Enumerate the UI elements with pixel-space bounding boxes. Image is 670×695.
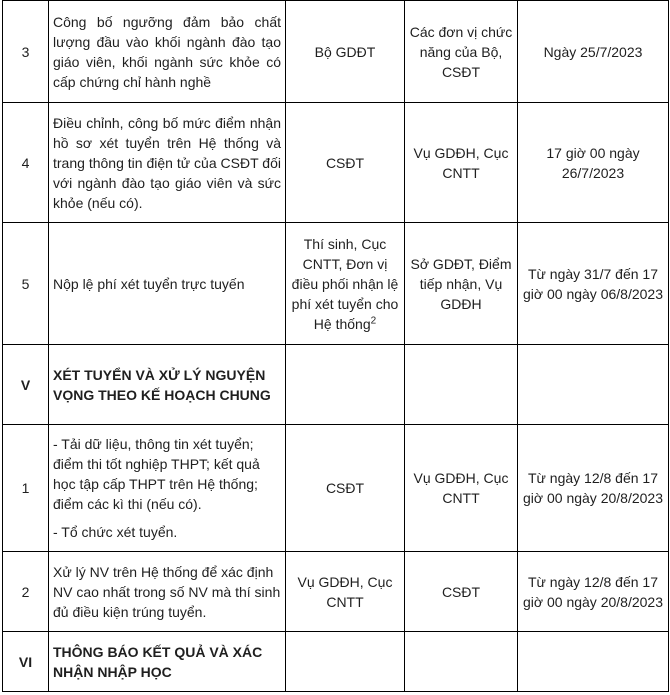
- section-title: XÉT TUYỂN VÀ XỬ LÝ NGUYỆN VỌNG THEO KẾ HOẠCH CHUNG: [49, 345, 286, 425]
- row-number: 1: [3, 425, 49, 552]
- coordinating-unit-cell: CSĐT: [405, 552, 518, 632]
- table-row: [3, 1, 669, 103]
- task-cell: Xử lý NV trên Hệ thống để xác định NV cao nhất trong số NV mà thí sinh đủ điều kiện trúng tuyển.: [49, 552, 286, 632]
- table-row: [3, 425, 669, 552]
- empty-cell: [518, 345, 669, 425]
- footnote-marker: 2: [370, 314, 377, 326]
- section-number: VI: [3, 632, 49, 692]
- task-cell: Điều chỉnh, công bố mức điểm nhận hồ sơ xét tuyển trên Hệ thống và trang thông tin điện tử của CSĐT đối với ngành đào tạo giáo viên và sức khỏe (nếu có).: [49, 103, 286, 223]
- empty-cell: [286, 345, 405, 425]
- lead-unit-cell: Bộ GDĐT: [286, 1, 405, 103]
- empty-cell: [518, 632, 669, 692]
- coordinating-unit-cell: Sở GDĐT, Điểm tiếp nhận, Vụ GDĐH: [405, 223, 518, 345]
- time-cell: Từ ngày 31/7 đến 17 giờ 00 ngày 06/8/2023: [518, 223, 669, 345]
- time-cell: Ngày 25/7/2023: [518, 1, 669, 103]
- lead-unit-text: Thí sinh, Cục CNTT, Đơn vị điều phối nhận lệ phí xét tuyển cho Hệ thống: [291, 235, 399, 332]
- row-number: 4: [3, 103, 49, 223]
- schedule-table: [2, 0, 669, 692]
- time-cell: Từ ngày 12/8 đến 17 giờ 00 ngày 20/8/2023: [518, 425, 669, 552]
- task-cell: [49, 425, 286, 552]
- coordinating-unit-cell: Vụ GDĐH, Cục CNTT: [405, 103, 518, 223]
- task-cell: Công bố ngưỡng đảm bảo chất lượng đầu vào khối ngành đào tạo giáo viên, khối ngành sức khỏe có cấp chứng chỉ hành nghề: [49, 1, 286, 103]
- lead-unit-cell: [286, 223, 405, 345]
- time-cell: Từ ngày 12/8 đến 17 giờ 00 ngày 20/8/2023: [518, 552, 669, 632]
- empty-cell: [286, 632, 405, 692]
- task-paragraph: - Tải dữ liệu, thông tin xét tuyển; điểm thi tốt nghiệp THPT; kết quả học tập cấp THPT trên Hệ thống; điểm các kì thi (nếu có).: [53, 436, 260, 512]
- lead-unit-cell: CSĐT: [286, 425, 405, 552]
- row-number: 3: [3, 1, 49, 103]
- section-row: [3, 632, 669, 692]
- table-row: [3, 552, 669, 632]
- coordinating-unit-cell: Các đơn vị chức năng của Bộ, CSĐT: [405, 1, 518, 103]
- empty-cell: [405, 345, 518, 425]
- section-number: V: [3, 345, 49, 425]
- task-cell: Nộp lệ phí xét tuyển trực tuyến: [49, 223, 286, 345]
- table-row: [3, 223, 669, 345]
- row-number: 5: [3, 223, 49, 345]
- section-row: [3, 345, 669, 425]
- row-number: 2: [3, 552, 49, 632]
- time-cell: 17 giờ 00 ngày 26/7/2023: [518, 103, 669, 223]
- section-title: THÔNG BÁO KẾT QUẢ VÀ XÁC NHẬN NHẬP HỌC: [49, 632, 286, 692]
- coordinating-unit-cell: Vụ GDĐH, Cục CNTT: [405, 425, 518, 552]
- task-paragraph: - Tổ chức xét tuyển.: [53, 524, 178, 540]
- lead-unit-cell: CSĐT: [286, 103, 405, 223]
- table-row: [3, 103, 669, 223]
- empty-cell: [405, 632, 518, 692]
- lead-unit-cell: Vụ GDĐH, Cục CNTT: [286, 552, 405, 632]
